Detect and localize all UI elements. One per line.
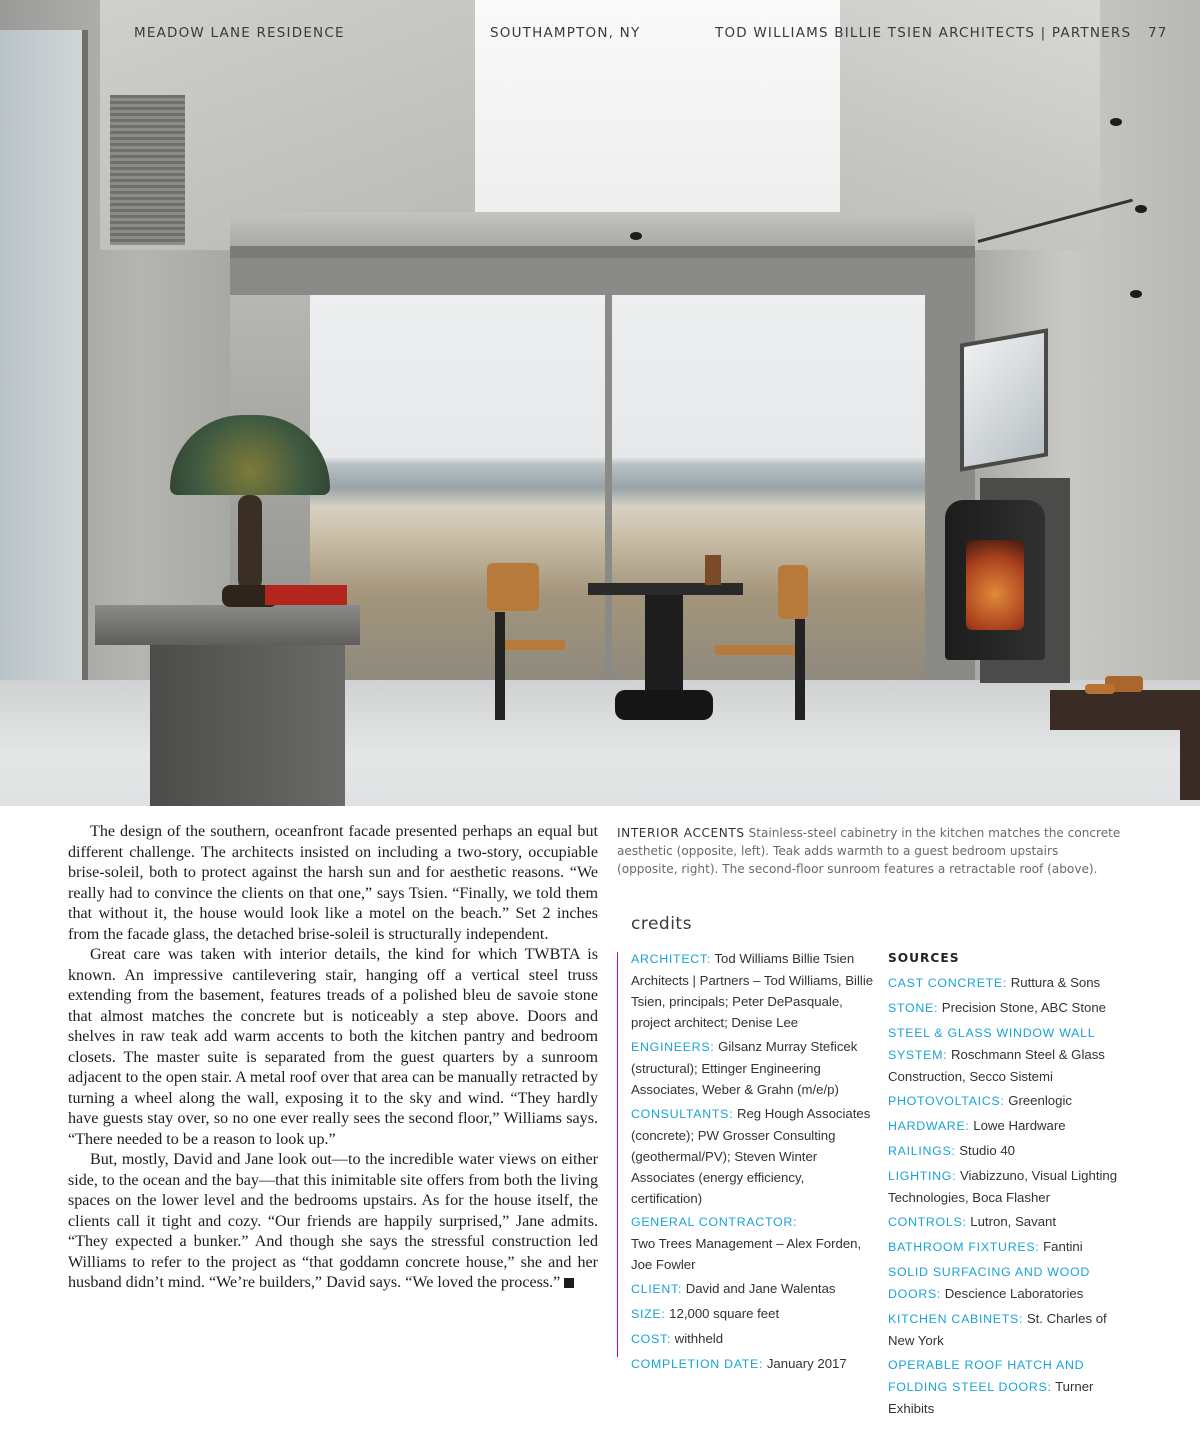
books	[265, 585, 347, 605]
source-item	[888, 1354, 1133, 1419]
credit-value: January 2017	[766, 1356, 847, 1371]
article-paragraph: The design of the southern, oceanfront facade presented perhaps an equal but different challenge. The architects insisted on including a two-story, occupiable brise-soleil, both to protect against the harsh sun and for aesthetic reasons. “We really had to convince the clients on that one,” says Tsien. “Finally, we told them that without it, the house would look like a motel on the beach.” Set 2 inches from the facade glass, the detached brise-soleil is structurally independent.	[68, 823, 598, 943]
credit-item	[631, 1212, 876, 1275]
source-label: CONTROLS:	[888, 1215, 967, 1229]
source-label: PHOTOVOLTAICS:	[888, 1094, 1005, 1108]
chair-right-seat	[715, 645, 795, 655]
credit-label: GENERAL CONTRACTOR:	[631, 1215, 798, 1229]
game-table-pedestal	[645, 595, 683, 690]
source-item	[888, 1236, 1133, 1258]
source-item	[888, 1165, 1133, 1208]
source-value: Lowe Hardware	[973, 1118, 1066, 1133]
project-name: MEADOW LANE RESIDENCE	[134, 25, 345, 41]
credit-label: ENGINEERS:	[631, 1040, 715, 1054]
source-value: Turner Exhibits	[888, 1379, 1094, 1416]
chair-left-back	[487, 563, 539, 611]
source-item	[888, 972, 1133, 994]
article-paragraph-text: But, mostly, David and Jane look out—to the incredible water views on either side, to the ocean and the bay—that this inimitable site offers from both the living spaces on the lower level and the bedrooms upstairs. As for the house itself, the clients call it tight and cozy. “Our friends are happily surprised,” Jane admits. “They expected a bunker.” And though she says the stressful construction led Williams to refer to the project as “that goddamn concrete house,” she and her husband didn’t mind. “We’re builders,” David says. “We loved the process.”	[68, 1151, 598, 1291]
credit-label: COMPLETION DATE:	[631, 1357, 764, 1371]
boots	[705, 555, 721, 585]
source-item	[888, 1022, 1133, 1087]
running-header	[0, 25, 1200, 45]
credit-item	[631, 948, 876, 1033]
source-label: HARDWARE:	[888, 1119, 970, 1133]
downlight	[630, 232, 642, 240]
downlight	[1135, 205, 1147, 213]
credit-value: Tod Williams Billie Tsien Architects | Partners – Tod Williams, Billie Tsien, principals; Peter DePasquale, project architect; Denise Lee	[631, 951, 874, 1030]
credit-item	[631, 1328, 876, 1350]
console-table-top	[95, 605, 360, 645]
credit-label: SIZE:	[631, 1307, 666, 1321]
source-label: CAST CONCRETE:	[888, 976, 1008, 990]
credit-label: COST:	[631, 1332, 671, 1346]
chair-left-leg	[495, 612, 505, 720]
stove-fire	[966, 540, 1024, 630]
source-item	[888, 1261, 1133, 1305]
source-item	[888, 1211, 1133, 1233]
source-label: SOLID SURFACING AND WOOD DOORS:	[888, 1265, 1090, 1301]
ceiling-edge	[230, 246, 975, 258]
credits-title: credits	[631, 914, 692, 934]
source-label: LIGHTING:	[888, 1169, 957, 1183]
end-of-article-mark	[564, 1278, 574, 1288]
downlight	[1110, 118, 1122, 126]
source-value: Viabizzuno, Visual Lighting Technologies, Boca Flasher	[888, 1168, 1118, 1205]
page-number: 77	[1148, 25, 1168, 41]
bench-leg	[1180, 730, 1200, 800]
chair-left-seat	[495, 640, 565, 650]
article-paragraph	[68, 1150, 598, 1294]
source-item	[888, 1140, 1133, 1162]
downlight	[1130, 290, 1142, 298]
source-item	[888, 1090, 1133, 1112]
credit-label: CLIENT:	[631, 1282, 683, 1296]
source-value: Greenlogic	[1008, 1093, 1072, 1108]
credit-value: withheld	[674, 1331, 724, 1346]
photo-caption	[617, 824, 1122, 878]
ceiling-beam	[230, 212, 975, 250]
credit-value: Two Trees Management – Alex Forden, Joe Fowler	[631, 1236, 862, 1272]
architect-name: TOD WILLIAMS BILLIE TSIEN ARCHITECTS | PARTNERS	[715, 25, 1132, 41]
game-table-foot	[615, 690, 713, 720]
credits-rule	[617, 952, 618, 1357]
source-value: Fantini	[1043, 1239, 1083, 1254]
credit-item	[631, 1303, 876, 1325]
source-label: STONE:	[888, 1001, 939, 1015]
credit-label: CONSULTANTS:	[631, 1107, 734, 1121]
source-value: Descience Laboratories	[944, 1286, 1084, 1301]
bench	[1050, 690, 1200, 730]
credit-item	[631, 1353, 876, 1375]
source-value: St. Charles of New York	[888, 1311, 1107, 1348]
source-item	[888, 1115, 1133, 1137]
credit-value: Gilsanz Murray Steficek (structural); Ettinger Engineering Associates, Weber & Grahn (m/e/p)	[631, 1039, 858, 1097]
article-paragraph: Great care was taken with interior details, the kind for which TWBTA is known. An impressive cantilevering stair, hanging off a vertical steel truss extending from the basement, features treads of a polished bleu de savoie stone that almost matches the concrete but is noticeably a step above. Doors and shelves in raw teak add warm accents to both the kitchen pantry and bedroom closets. The master suite is separated from the guest quarters by a sunroom adjacent to the open stair. A metal roof over that area can be manually retracted by turning a wheel along the wall, exposing it to the sky and wind. “They hardly have guests stay over, so no one ever really sees the second floor,” Williams says. “There needed to be a reason to look up.”	[68, 946, 598, 1148]
source-label: OPERABLE ROOF HATCH AND FOLDING STEEL DOORS:	[888, 1358, 1085, 1394]
source-label: RAILINGS:	[888, 1144, 956, 1158]
sources-heading: SOURCES	[888, 951, 960, 965]
source-label: KITCHEN CABINETS:	[888, 1312, 1024, 1326]
chair-right-back	[778, 565, 808, 619]
project-location: SOUTHAMPTON, NY	[490, 25, 641, 41]
source-item	[888, 997, 1133, 1019]
source-item	[888, 1308, 1133, 1351]
credit-item	[631, 1278, 876, 1300]
caption-text: Stainless-steel cabinetry in the kitchen matches the concrete aesthetic (opposite, left). Teak adds warmth to a guest bedroom upstairs (opposite, right). The second-floor sunroom features a retractable roof (above).	[617, 826, 1121, 876]
source-value: Roschmann Steel & Glass Construction, Secco Sistemi	[888, 1047, 1105, 1084]
credit-label: ARCHITECT:	[631, 952, 711, 966]
source-value: Studio 40	[959, 1143, 1015, 1158]
credit-value: 12,000 square feet	[669, 1306, 780, 1321]
source-value: Ruttura & Sons	[1010, 975, 1101, 990]
bowl	[1085, 684, 1115, 694]
wall-tv	[960, 328, 1048, 472]
caption-heading: INTERIOR ACCENTS	[617, 826, 745, 840]
article-body	[68, 822, 598, 1294]
chair-right-leg	[795, 619, 805, 720]
console-table-base	[150, 645, 345, 806]
credits-team-column	[631, 948, 876, 1378]
source-value: Precision Stone, ABC Stone	[941, 1000, 1106, 1015]
credit-item	[631, 1103, 876, 1209]
credit-value: David and Jane Walentas	[685, 1281, 836, 1296]
wall-vent	[110, 95, 185, 245]
source-label: BATHROOM FIXTURES:	[888, 1240, 1040, 1254]
credit-value: Reg Hough Associates (concrete); PW Grosser Consulting (geothermal/PV); Steven Winter Associates (energy efficiency, certification)	[631, 1106, 871, 1206]
source-value: Lutron, Savant	[970, 1214, 1057, 1229]
lamp-stem	[238, 495, 262, 590]
source-label: STEEL & GLASS WINDOW WALL SYSTEM:	[888, 1026, 1095, 1062]
credits-sources-column	[888, 948, 1133, 1422]
credit-item	[631, 1036, 876, 1100]
